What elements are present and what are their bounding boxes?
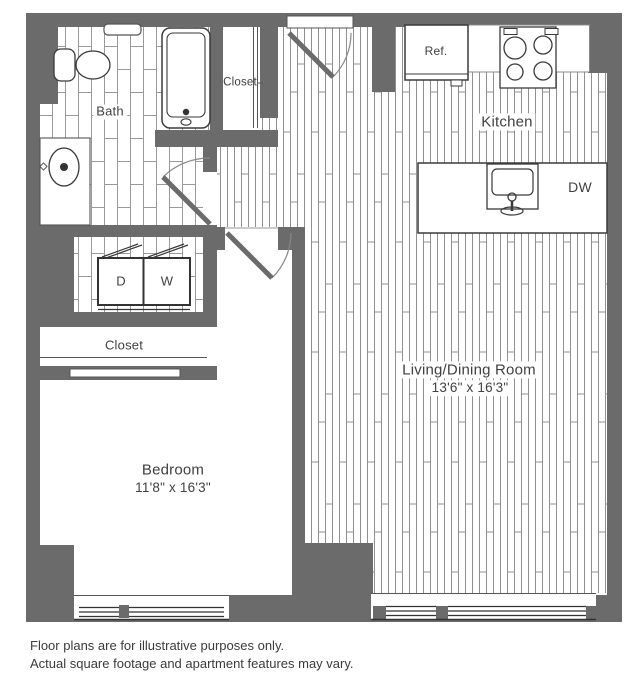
island-sink [487,164,538,215]
tub-faucet [181,119,191,125]
entry-door-slab [287,16,353,28]
bedroom-dimensions: 11'8" x 16'3" [135,480,211,496]
stove [500,27,558,88]
toilet-tank [54,49,75,81]
wall-entry-right-stub [372,13,395,92]
dryer-label: D [116,273,126,289]
stove-control-left [504,29,517,35]
bedroom-label: Bedroom [141,461,205,479]
bedroom-window-mullion [119,605,129,618]
burner-top-right [534,36,552,54]
wall-bedroom-living-divider [292,250,305,595]
wall-laundry-left-shaft [26,225,74,327]
entry-closet-label: Closet [223,76,257,89]
wall-bath-closet-bottom [155,130,278,147]
bathtub [162,28,210,128]
burner-top-left [504,37,526,59]
bath-niche [104,24,141,35]
vanity [40,138,90,225]
burner-bottom-left [507,64,523,80]
wall-bedroom-door-right-chunk [278,227,305,250]
refrigerator-label: Ref. [424,44,448,59]
living-dining-label: Living/Dining Room [399,361,539,378]
toilet [54,49,110,81]
wall-bedroom-door-left-jamb [217,227,225,250]
bedroom-window [74,595,229,620]
wall-below-laundry [26,312,217,327]
living-window-jamb-right [586,606,596,619]
stove-control-right [545,29,558,35]
wall-bedroom-bl-chunk [26,545,74,622]
wall-tub-right [210,13,223,135]
dishwasher-label: DW [568,178,592,195]
footer-disclaimer-line1: Floor plans are for illustrative purposes only. [30,638,285,653]
living-window-mullion [436,606,448,619]
living-window-jamb-left [373,606,386,619]
living-dining-dimensions: 13'6" x 16'3" [429,380,512,396]
bath-label: Bath [93,105,127,120]
washer-label: W [160,273,174,289]
tub-drain [183,109,189,115]
wall-bath-door-stub [203,147,217,172]
living-window [371,593,596,620]
tub-inner [167,33,205,117]
kitchen-label: Kitchen [478,113,535,130]
wall-entry-closet-right [260,13,278,118]
bedroom-closet-label: Closet [104,337,144,353]
bedroom-closet-door-slab [70,369,180,377]
wall-bath-left-chunk [26,13,58,104]
wall-top-right-chunk [588,13,622,73]
wall-living-bl-chunk [305,543,373,595]
vanity-drain [60,163,68,171]
burner-bottom-right [534,62,552,80]
wall-right [607,73,622,622]
wall-laundry-right [203,225,217,312]
footer-disclaimer-line2: Actual square footage and apartment features may vary. [30,656,354,671]
toilet-bowl [76,51,110,79]
refrigerator-handle [451,80,462,86]
